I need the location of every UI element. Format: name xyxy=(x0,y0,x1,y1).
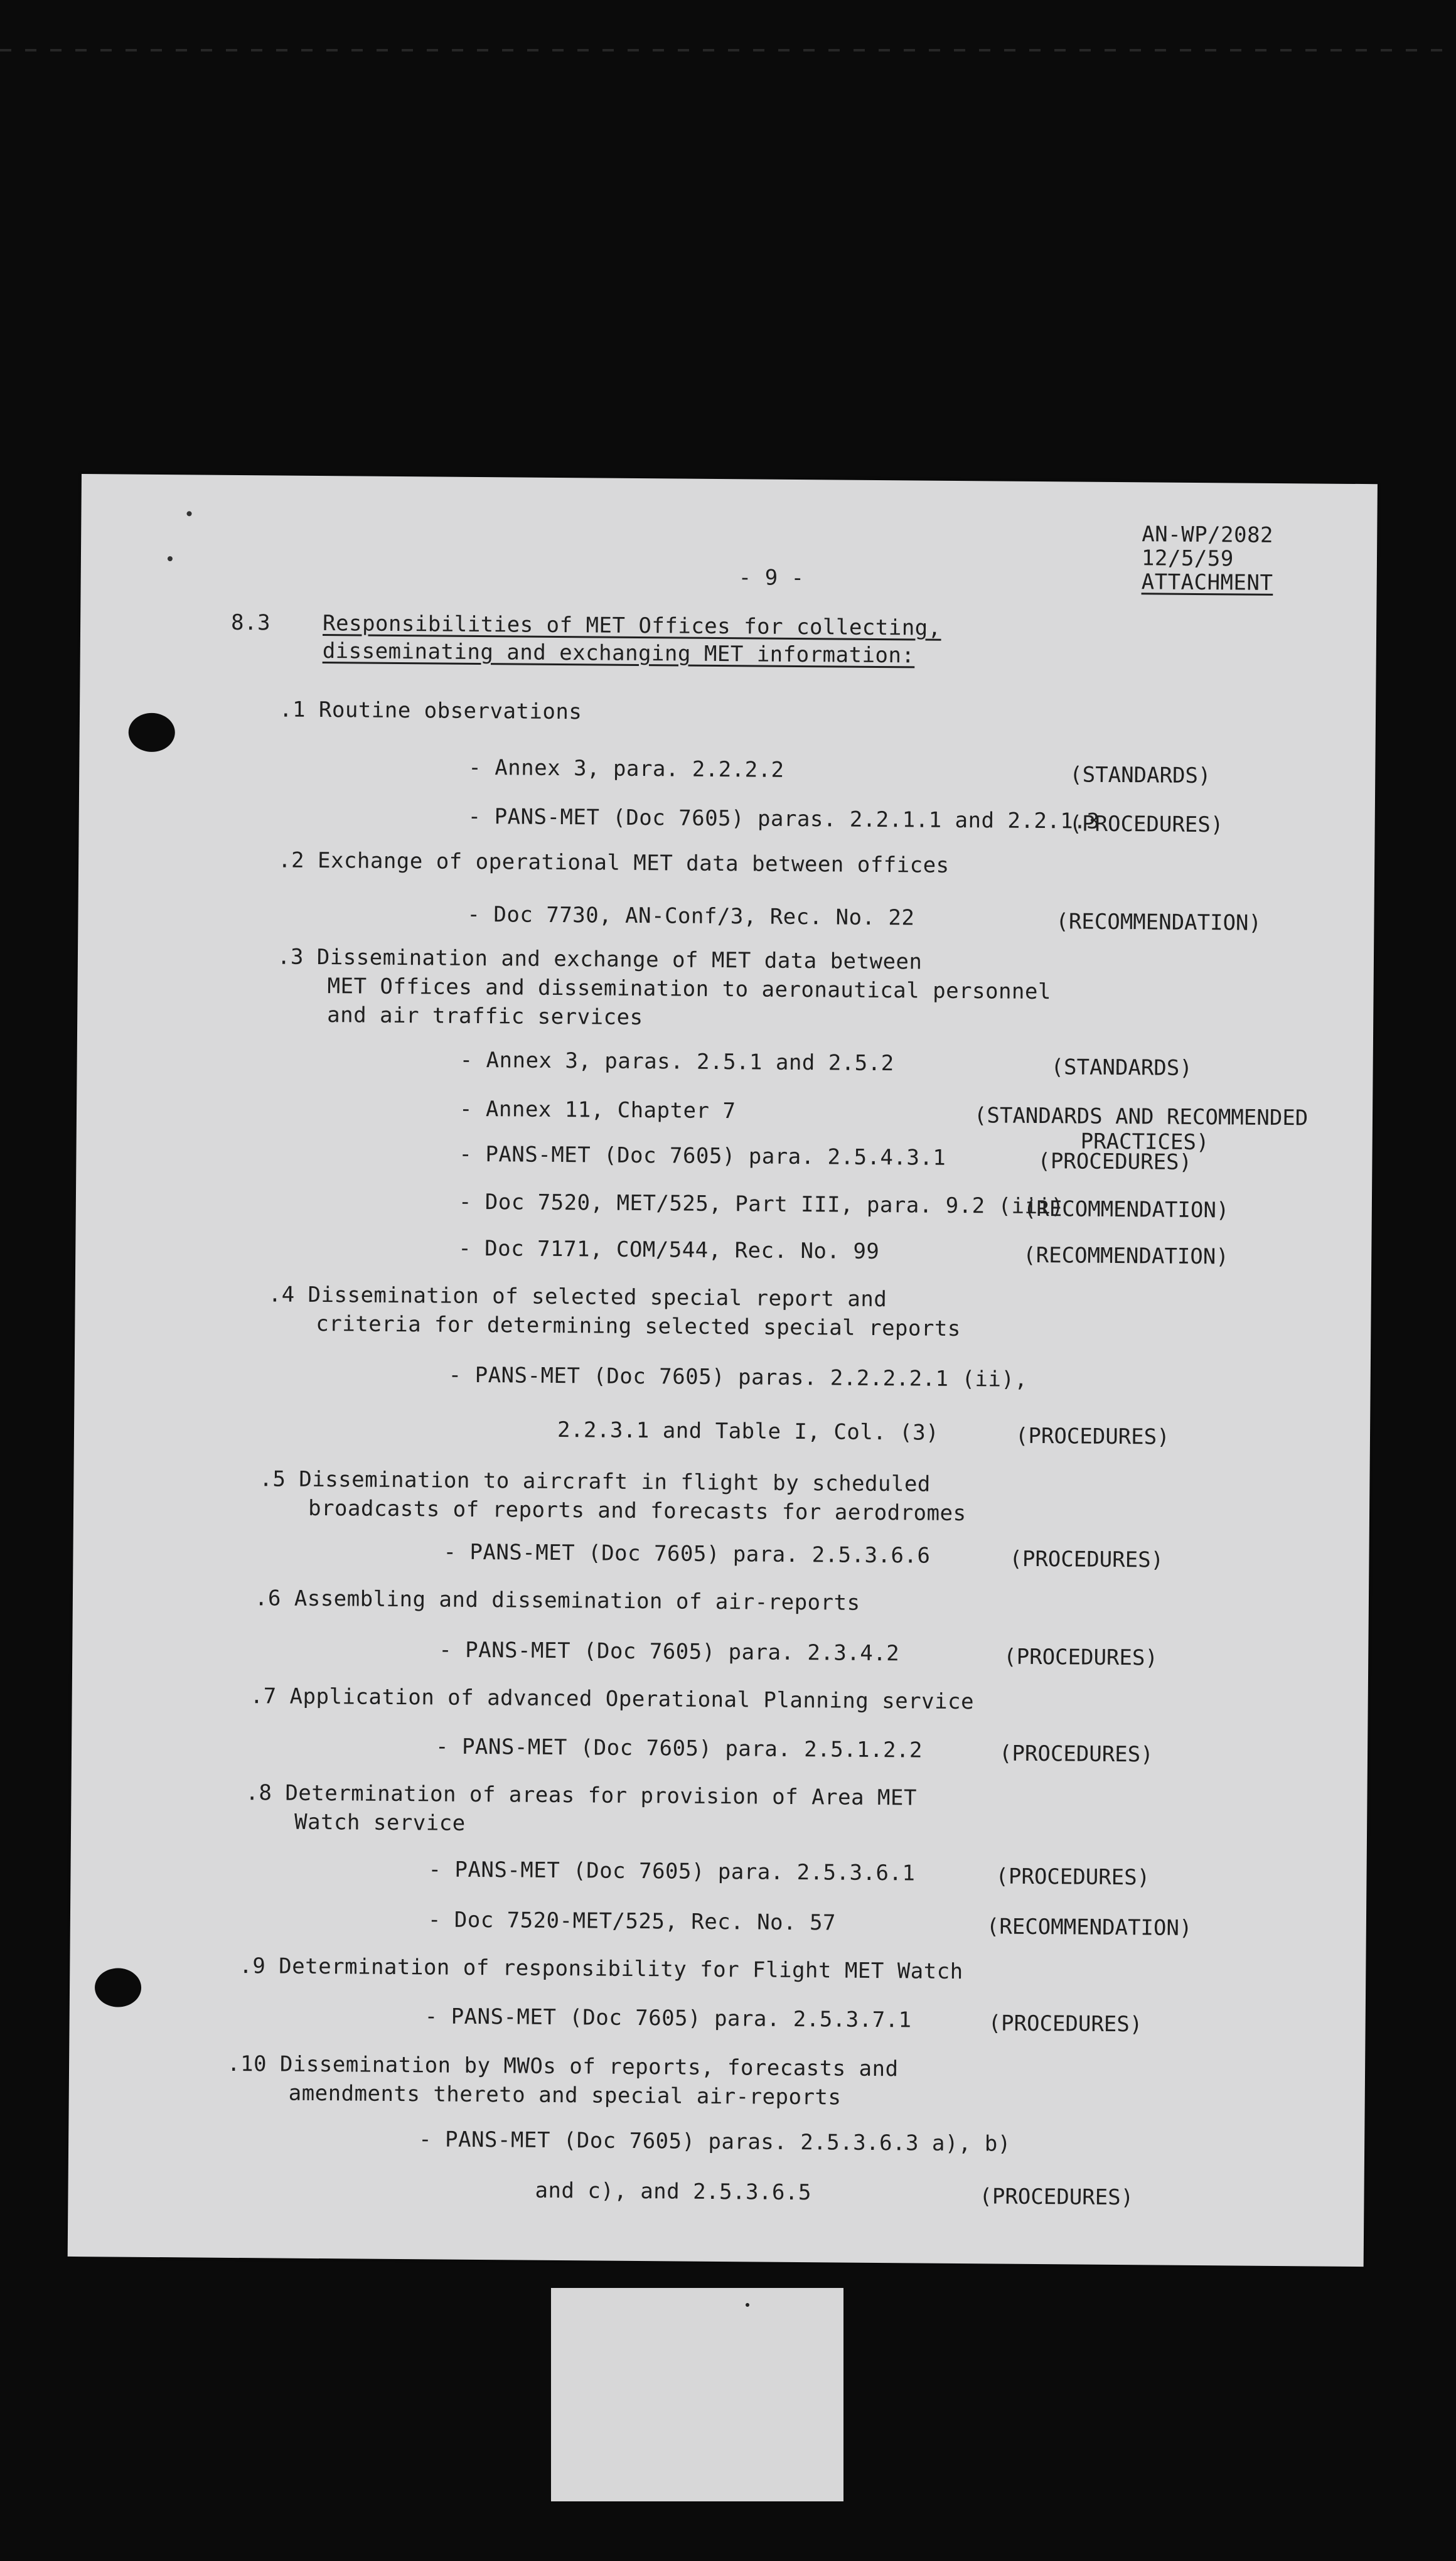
text-line: - Annex 3, paras. 2.5.1 and 2.5.2 xyxy=(459,1047,894,1076)
classification-tag: (RECOMMENDATION) xyxy=(986,1914,1192,1941)
blank-card xyxy=(551,2288,843,2501)
text-line: amendments thereto and special air-reports xyxy=(288,2080,842,2110)
classification-tag: (PROCEDURES) xyxy=(998,1741,1154,1768)
text-line: Watch service xyxy=(294,1809,466,1836)
classification-tag: (PROCEDURES) xyxy=(1009,1546,1164,1573)
section-title-line1: Responsibilities of MET Offices for collecting, xyxy=(322,611,941,641)
text-line: 2.2.3.1 and Table I, Col. (3) xyxy=(557,1417,939,1446)
text-line: - Annex 11, Chapter 7 xyxy=(459,1096,736,1124)
text-line: - PANS-MET (Doc 7605) paras. 2.5.3.6.3 a), b) xyxy=(419,2127,1011,2157)
classification-tag: (PROCEDURES) xyxy=(988,2011,1143,2038)
text-line: .1 Routine observations xyxy=(279,697,582,725)
speck xyxy=(168,556,173,561)
text-line: - Doc 7171, COM/544, Rec. No. 99 xyxy=(458,1235,880,1265)
doc-number: AN-WP/2082 xyxy=(1142,522,1274,548)
page-number: - 9 - xyxy=(738,565,805,591)
scan-edge-artifact xyxy=(0,49,1456,51)
text-line: and air traffic services xyxy=(327,1002,643,1031)
text-line: .10 Dissemination by MWOs of reports, forecasts and xyxy=(227,2051,899,2082)
text-line: - PANS-MET (Doc 7605) paras. 2.2.2.2.1 (ii), xyxy=(448,1362,1028,1392)
text-line: - Annex 3, para. 2.2.2.2 xyxy=(468,754,784,783)
classification-tag: (PROCEDURES) xyxy=(1069,811,1224,838)
text-line: - PANS-MET (Doc 7605) para. 2.3.4.2 xyxy=(439,1637,900,1667)
section-number: 8.3 xyxy=(230,609,271,636)
classification-tag: (PROCEDURES) xyxy=(995,1864,1150,1891)
text-line: .5 Dissemination to aircraft in flight by scheduled xyxy=(259,1466,931,1497)
classification-tag: (PROCEDURES) xyxy=(1015,1423,1170,1450)
text-line: MET Offices and dissemination to aeronautical personnel xyxy=(327,974,1052,1005)
text-line: - PANS-MET (Doc 7605) para. 2.5.3.6.6 xyxy=(443,1539,931,1569)
classification-tag-continued: PRACTICES) xyxy=(1080,1129,1209,1156)
text-line: criteria for determining selected special reports xyxy=(316,1311,961,1342)
section-title-line2: disseminating and exchanging MET information: xyxy=(322,638,915,668)
punch-hole xyxy=(95,1968,141,2007)
classification-tag: (RECOMMENDATION) xyxy=(1056,909,1262,936)
text-line: and c), and 2.5.3.6.5 xyxy=(535,2177,812,2206)
text-line: .3 Dissemination and exchange of MET data between xyxy=(277,944,923,975)
text-line: - Doc 7520-MET/525, Rec. No. 57 xyxy=(427,1907,837,1936)
classification-tag: (RECOMMENDATION) xyxy=(1023,1196,1229,1223)
classification-tag: (STANDARDS) xyxy=(1051,1055,1192,1081)
text-line: .2 Exchange of operational MET data between offices xyxy=(278,847,950,878)
document-page xyxy=(68,474,1378,2267)
text-line: - PANS-MET (Doc 7605) para. 2.5.1.2.2 xyxy=(435,1734,923,1763)
text-line: - PANS-MET (Doc 7605) paras. 2.2.1.1 and 2.2.1.3 xyxy=(468,803,1100,834)
text-line: - PANS-MET (Doc 7605) para. 2.5.4.3.1 xyxy=(459,1141,946,1171)
text-line: broadcasts of reports and forecasts for aerodromes xyxy=(308,1495,966,1527)
text-line: .4 Dissemination of selected special report and xyxy=(268,1282,887,1313)
classification-tag: (STANDARDS) xyxy=(1069,762,1211,789)
punch-hole xyxy=(129,713,175,753)
text-line: - Doc 7520, MET/525, Part III, para. 9.2 (iii) xyxy=(458,1189,1064,1220)
classification-tag: (PROCEDURES) xyxy=(1037,1148,1192,1175)
speck xyxy=(746,2303,749,2307)
classification-tag: (PROCEDURES) xyxy=(1004,1644,1159,1671)
text-line: - PANS-MET (Doc 7605) para. 2.5.3.7.1 xyxy=(424,2004,912,2033)
doc-date: 12/5/59 xyxy=(1141,545,1234,572)
text-line: .6 Assembling and dissemination of air-reports xyxy=(254,1586,860,1616)
text-line: .7 Application of advanced Operational Planning service xyxy=(250,1683,975,1715)
classification-tag: (RECOMMENDATION) xyxy=(1023,1242,1229,1270)
text-line: - PANS-MET (Doc 7605) para. 2.5.3.6.1 xyxy=(428,1857,916,1886)
text-line: .8 Determination of areas for provision of Area MET xyxy=(245,1780,918,1811)
text-line: .9 Determination of responsibility for Flight MET Watch xyxy=(239,1953,963,1985)
attachment-label: ATTACHMENT xyxy=(1141,569,1273,596)
classification-tag: (STANDARDS AND RECOMMENDED xyxy=(973,1103,1309,1131)
classification-tag: (PROCEDURES) xyxy=(979,2184,1134,2211)
text-line: - Doc 7730, AN-Conf/3, Rec. No. 22 xyxy=(467,901,915,931)
speck xyxy=(186,511,191,516)
